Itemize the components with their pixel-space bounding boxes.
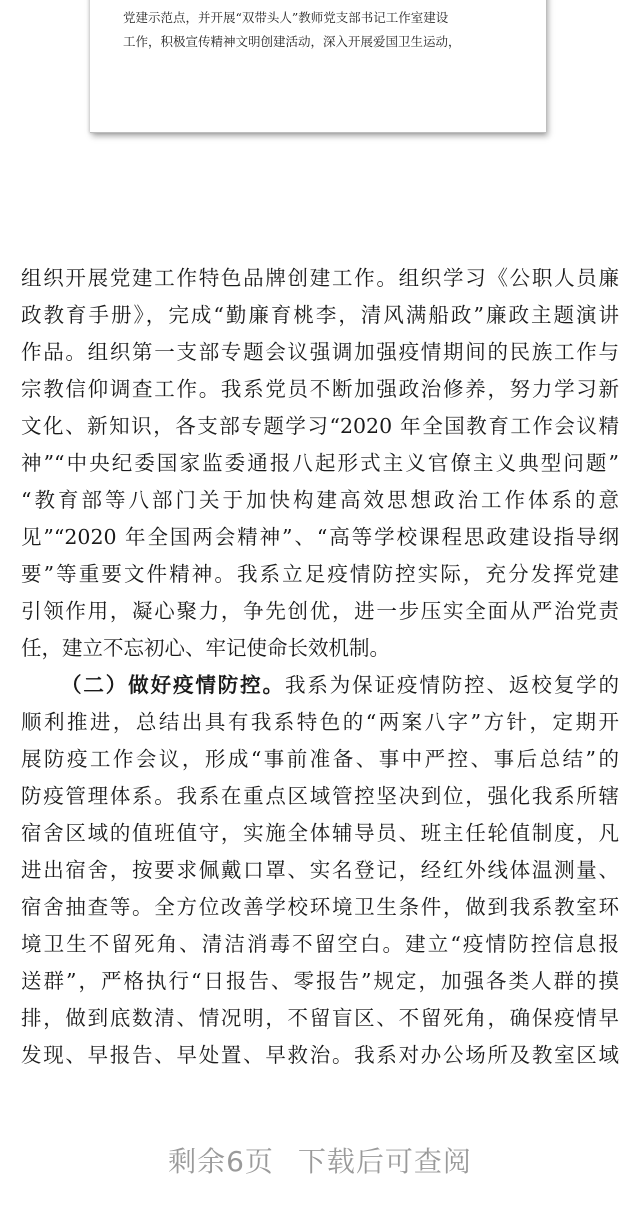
- text-span: 我系为保证疫情防控、返校复学的: [284, 673, 620, 697]
- text-line: 展防疫工作会议，形成“事前准备、事中严控、事后总结”的: [21, 747, 619, 771]
- text-line: 神”“中央纪委国家监委通报八起形式主义官僚主义典型问题”: [21, 451, 619, 475]
- text-line: 要”等重要文件精神。我系立足疫情防控实际，充分发挥党建: [21, 562, 619, 586]
- document-preview-card: [90, 0, 546, 133]
- text-line: 宿舍抽查等。全方位改善学校环境卫生条件，做到我系教室环: [21, 895, 619, 919]
- download-to-view-label[interactable]: 下载后可查阅: [297, 1145, 472, 1178]
- text-line: 文化、新知识，各支部专题学习“2020 年全国教育工作会议精: [21, 414, 619, 438]
- remaining-pages-label[interactable]: 剩余6页: [168, 1145, 274, 1178]
- text-line: 排，做到底数清、情况明，不留盲区、不留死角，确保疫情早: [21, 1006, 619, 1030]
- text-line: 见”“2020 年全国两会精神”、“高等学校课程思政建设指导纲: [21, 525, 619, 549]
- text-line: 组织开展党建工作特色品牌创建工作。组织学习《公职人员廉: [21, 266, 619, 290]
- section-heading: （二）做好疫情防控。: [61, 673, 285, 697]
- text-line: 宗教信仰调查工作。我系党员不断加强政治修养，努力学习新: [21, 377, 619, 401]
- text-line: 引领作用，凝心聚力，争先创优，进一步压实全面从严治党责: [21, 599, 619, 623]
- text-line: 作品。组织第一支部专题会议强调加强疫情期间的民族工作与: [21, 340, 619, 364]
- text-line: “教育部等八部门关于加快构建高效思想政治工作体系的意: [21, 488, 619, 512]
- text-line: 政教育手册》，完成“勤廉育桃李，清风满船政”廉政主题演讲: [21, 303, 619, 327]
- text-line: 宿舍区域的值班值守，实施全体辅导员、班主任轮值制度，凡: [21, 821, 619, 845]
- text-line: 任，建立不忘初心、牢记使命长效机制。: [21, 636, 390, 660]
- text-line: 防疫管理体系。我系在重点区域管控坚决到位，强化我系所辖: [21, 784, 619, 808]
- preview-text-line: 工作，积极宣传精神文明创建活动，深入开展爱国卫生运动，: [123, 34, 461, 49]
- section-heading-line: [61, 672, 619, 698]
- text-line: 顺利推进，总结出具有我系特色的“两案八字”方针，定期开: [21, 710, 619, 734]
- text-line: 送群”，严格执行“日报告、零报告”规定，加强各类人群的摸: [21, 969, 619, 993]
- read-more-banner[interactable]: [0, 1140, 640, 1180]
- text-line: 境卫生不留死角、清洁消毒不留空白。建立“疫情防控信息报: [21, 932, 619, 956]
- text-line: 进出宿舍，按要求佩戴口罩、实名登记，经红外线体温测量、: [21, 858, 619, 882]
- preview-text-line: 党建示范点，并开展“双带头人”教师党支部书记工作室建设: [123, 10, 449, 25]
- text-line: 发现、早报告、早处置、早救治。我系对办公场所及教室区域: [21, 1043, 619, 1067]
